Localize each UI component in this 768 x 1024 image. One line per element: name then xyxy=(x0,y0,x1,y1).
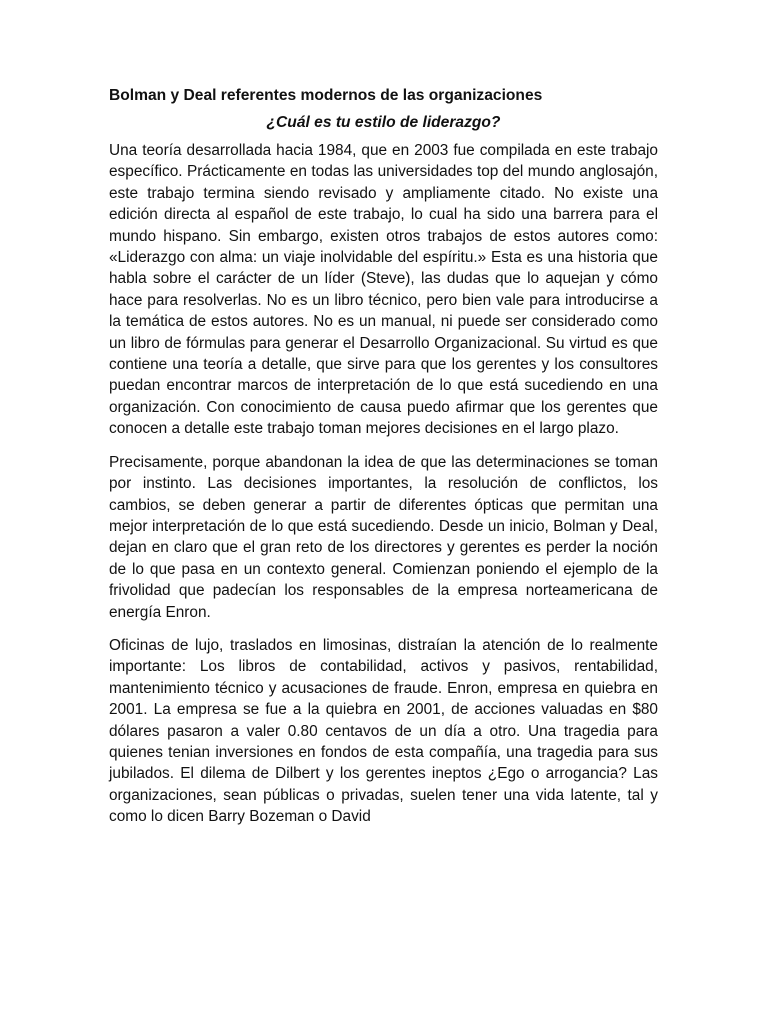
paragraph-2: Precisamente, porque abandonan la idea de que las determinaciones se toman por instinto. Las decisiones importantes, la resolución de conflictos, los cambios, se deben generar a partir de diferentes ópticas que permitan una mejor interpretación de lo que está sucediendo. Desde un inicio, Bolman y Deal, dejan en claro que el gran reto de los directores y gerentes es perder la noción de lo que pasa en un contexto general. Comienzan poniendo el ejemplo de la frivolidad que padecían los responsables de la empresa norteamericana de energía Enron. xyxy=(109,453,658,621)
paragraph-1: Una teoría desarrollada hacia 1984, que en 2003 fue compilada en este trabajo específico. Prácticamente en todas las universidades top del mundo anglosajón, este trabajo termina siendo revisado y ampliamente citado. No existe una edición directa al español de este trabajo, lo cual ha sido una barrera para el mundo hispano. Sin embargo, existen otros trabajos de estos autores como: «Liderazgo con alma: un viaje inolvidable del espíritu.» Esta es una historia que habla sobre el carácter de un líder (Steve), las dudas que lo aquejan y cómo hace para resolverlas. No es un libro técnico, pero bien vale para introducirse a la temática de estos autores. No es un manual, ni puede ser considerado como un libro de fórmulas para generar el Desarrollo Organizacional. Su virtud es que contiene una teoría a detalle, que sirve para que los gerentes y los consultores puedan encontrar marcos de interpretación de lo que está sucediendo en una organización. Con conocimiento de causa puedo afirmar que los gerentes que conocen a detalle este trabajo toman mejores decisiones en el largo plazo. xyxy=(109,142,658,438)
paragraph-3: Oficinas de lujo, traslados en limosinas, distraían la atención de lo realmente importante: Los libros de contabilidad, activos y pasivos, rentabilidad, mantenimiento técnico y acusaciones de fraude. Enron, empresa en quiebra en 2001. La empresa se fue a la quiebra en 2001, de acciones valuadas en $80 dólares pasaron a valer 0.80 centavos de un día a otro. Una tragedia para quienes tenian inversiones en fondos de esta compañía, una tragedia para sus jubilados. El dilema de Dilbert y los gerentes ineptos ¿Ego o arrogancia? Las organizaciones, sean públicas o privadas, suelen tener una vida latente, tal y como lo dicen Barry Bozeman o David xyxy=(109,636,658,826)
document-page xyxy=(109,86,658,840)
document-subtitle: ¿Cuál es tu estilo de liderazgo? xyxy=(266,114,501,131)
document-title: Bolman y Deal referentes modernos de las organizaciones xyxy=(109,87,543,104)
